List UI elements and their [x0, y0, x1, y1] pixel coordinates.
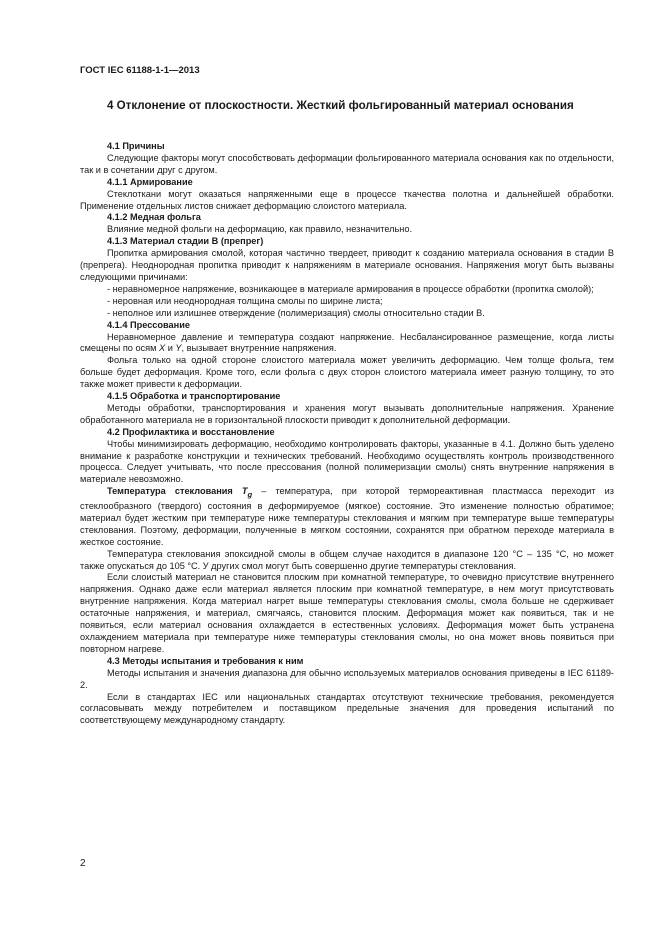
list-item: - неравномерное напряжение, возникающее в материале армирования в процессе обработки (пропитка смолой); — [107, 283, 594, 294]
section-title: 4 Отклонение от плоскостности. Жесткий фольгированный материал основания — [107, 99, 574, 112]
paragraph-4-2-1: Чтобы минимизировать деформацию, необходимо контролировать факторы, указанные в 4.1. Должно быть уделено внимание к разработке конструкции и технических требований. Необходимо осуществлять контроль производственного процесса. Следует учитывать, что после прессования (полной полимеризации смолы) снять внутренние напряжения в материале невозможно. — [80, 438, 614, 485]
paragraph-4-3-2: Если в стандартах IEC или национальных стандартах отсутствуют технические требования, рекомендуется согласовывать между потребителем и поставщиком предельные значения для проведения испытаний по соответствующему международному стандарту. — [80, 691, 614, 726]
paragraph-4-2-3: Температура стеклования эпоксидной смолы в общем случае находится в диапазоне 120 °C – 135 °C, но может также опускаться до 105 °C. У других смол могут быть совершенно другие температуры стеклования. — [80, 548, 614, 571]
paragraph-4-1-3: Пропитка армирования смолой, которая частично твердеет, приводит к созданию материала основания в стадии В (препрега). Неоднородная пропитка приводит к напряжениям в материале основания. Напряжения могут быть вызваны следующими причинами: — [80, 248, 614, 282]
heading-4-1-1: 4.1.1 Армирование — [107, 176, 193, 187]
paragraph-4-2-4: Если слоистый материал не становится плоским при комнатной температуре, то очевидно присутствие внутреннего напряжения. Однако даже если материал является плоским при комнатной температуре, в нем могут присутствовать внутренние напряжения. Когда материал нагрет выше температуры стеклования смолы, смола больше не сдерживает остаточные напряжения, и материал, смягчаясь, становится плоским. Деформация может как появиться, так и не появиться, если материал основания охлаждается в естественных условиях. Деформация может быть устранена охлаждением материала при температуре ниже температуры стеклования смолы, но она может вновь появиться при повторном нагреве. — [80, 572, 614, 654]
paragraph-4-1-1: Стеклоткани могут оказаться напряженными еще в процессе ткачества полотна и дальнейшей обработки. Применение отдельных листов снижает деформацию слоистого материала. — [80, 188, 614, 211]
heading-4-1-3: 4.1.3 Материал стадии В (препрег) — [107, 236, 264, 247]
standard-designation: ГОСТ IEC 61188-1-1—2013 — [80, 65, 200, 76]
axis-y-symbol: Y — [175, 343, 182, 354]
causes-list — [80, 284, 614, 320]
list-item: - неполное или излишнее отверждение (полимеризация) смолы относительно стадии В. — [107, 307, 485, 318]
paragraph-4-1-4-b: Фольга только на одной стороне слоистого материала может увеличить деформацию. Чем толще фольга, тем больше будет деформация. Кроме того, если фольга с двух сторон слоистого материала имеет разную толщину, то это также может привести к деформации. — [80, 355, 614, 390]
text-segment: – температура, при которой термореактивная пластмасса переходит из стеклообразного (твердого) состояния в деформируемое (мягкое) состояние. Это изменение полностью обратимое; материал будет жестким при температуре ниже температуры стеклования и мягким при температуре выше температуры стеклования. Поэтому, деформации, полученные в мягком состоянии, сохранятся при обратном переходе материала в жесткое состояние. — [80, 486, 614, 547]
heading-4-1-5: 4.1.5 Обработка и транспортирование — [107, 391, 281, 402]
heading-4-1-4: 4.1.4 Прессование — [107, 319, 190, 330]
paragraph-4-3-1: Методы испытания и значения диапазона для обычно используемых материалов основания приведены в IEC 61189-2. — [80, 667, 614, 690]
term-glass-transition: Температура стеклования — [107, 486, 233, 497]
heading-4-3: 4.3 Методы испытания и требования к ним — [107, 655, 304, 666]
paragraph-4-1-2: Влияние медной фольги на деформацию, как правило, незначительно. — [107, 224, 413, 235]
axis-x-symbol: X — [159, 343, 166, 354]
page-number: 2 — [80, 858, 86, 869]
text-segment: , вызывает внутренние напряжения. — [181, 343, 337, 354]
paragraph-4-2-tg — [80, 486, 614, 548]
text-segment: Неравномерное давление и температура создают напряжение. Несбалансированное размещение, когда листы смещены по осям — [80, 331, 614, 354]
paragraph-4-1: Следующие факторы могут способствовать деформации фольгированного материала основания как по отдельности, так и в сочетании друг с другом. — [80, 152, 614, 175]
tg-subscript: g — [247, 490, 253, 500]
document-body — [80, 141, 614, 727]
paragraph-4-1-4-a — [80, 332, 614, 356]
heading-4-2: 4.2 Профилактика и восстановление — [107, 426, 275, 437]
tg-symbol: T — [241, 486, 248, 497]
list-item: - неровная или неоднородная толщина смолы по ширине листа; — [107, 295, 383, 306]
paragraph-4-1-5: Методы обработки, транспортирования и хранения могут вызывать дополнительные напряжения. Хранение обработанного материала не в горизонтальной плоскости приводит к дополнительной деформации. — [80, 402, 614, 425]
heading-4-1: 4.1 Причины — [107, 141, 165, 151]
text-segment: и — [165, 343, 176, 354]
heading-4-1-2: 4.1.2 Медная фольга — [107, 212, 201, 223]
